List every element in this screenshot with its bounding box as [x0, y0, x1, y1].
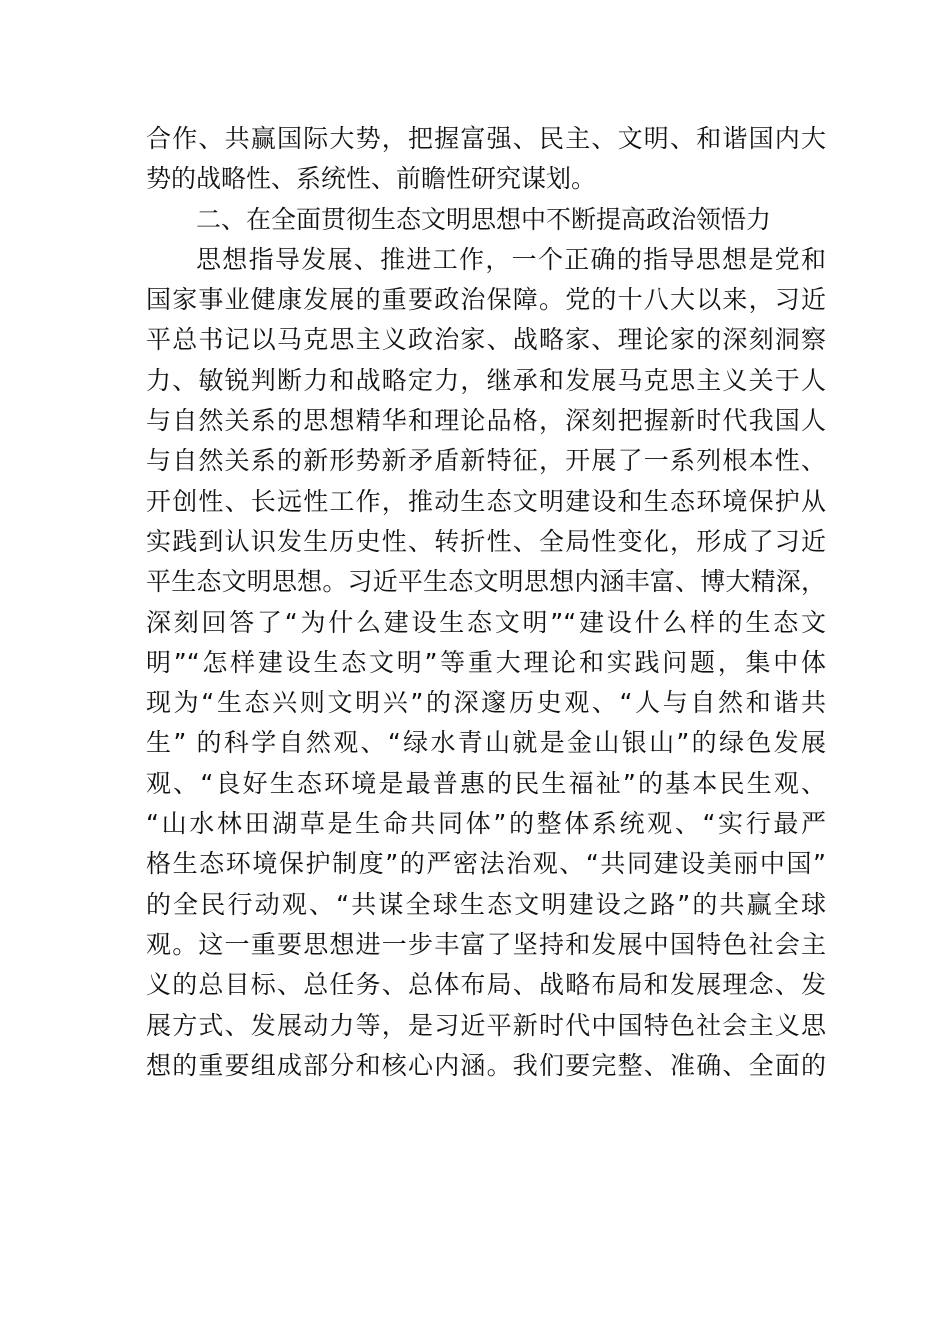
section-heading: 二、在全面贯彻生态文明思想中不断提高政治领悟力 — [196, 204, 772, 234]
text-line: 格生态环境保护制度”的严密法治观、“共同建设美丽中国” — [146, 849, 826, 879]
text-line: 平生态文明思想。习近平生态文明思想内涵丰富、博大精深， — [146, 567, 826, 597]
text-line: 合作、共赢国际大势，把握富强、民主、文明、和谐国内大 — [146, 124, 826, 153]
text-line: 深刻回答了“为什么建设生态文明”“建设什么样的生态文 — [146, 607, 826, 637]
text-line: 平总书记以马克思主义政治家、战略家、理论家的深刻洞察 — [146, 325, 826, 355]
text-line: 观、“良好生态环境是最普惠的民生福祉”的基本民生观、 — [146, 768, 826, 798]
text-line: 义的总目标、总任务、总体布局、战略布局和发展理念、发 — [146, 970, 826, 1000]
text-line: 展方式、发展动力等，是习近平新时代中国特色社会主义思 — [146, 1010, 826, 1040]
text-line: 开创性、长远性工作，推动生态文明建设和生态环境保护从 — [146, 486, 826, 516]
text-line: 与自然关系的新形势新矛盾新特征，开展了一系列根本性、 — [146, 446, 826, 476]
body-text — [146, 119, 826, 1086]
text-line: 与自然关系的思想精华和理论品格，深刻把握新时代我国人 — [146, 406, 826, 436]
text-line: 观。这一重要思想进一步丰富了坚持和发展中国特色社会主 — [146, 929, 826, 959]
text-line: 势的战略性、系统性、前瞻性研究谋划。 — [146, 164, 597, 194]
text-line: 实践到认识发生历史性、转折性、全局性变化，形成了习近 — [146, 526, 826, 556]
text-line: 思想指导发展、推进工作，一个正确的指导思想是党和 — [196, 244, 826, 274]
text-line: 生” 的科学自然观、“绿水青山就是金山银山”的绿色发展 — [146, 728, 826, 758]
text-line: 力、敏锐判断力和战略定力，继承和发展马克思主义关于人 — [146, 365, 826, 395]
text-line: 现为“生态兴则文明兴”的深邃历史观、“人与自然和谐共 — [146, 688, 826, 718]
text-line: 的全民行动观、“共谋全球生态文明建设之路”的共赢全球 — [146, 889, 826, 919]
text-line: 明”“怎样建设生态文明”等重大理论和实践问题，集中体 — [146, 647, 826, 677]
text-line: “山水林田湖草是生命共同体”的整体系统观、“实行最严 — [146, 809, 826, 839]
text-line: 国家事业健康发展的重要政治保障。党的十八大以来，习近 — [146, 285, 826, 315]
text-line: 想的重要组成部分和核心内涵。我们要完整、准确、全面的 — [146, 1050, 826, 1080]
